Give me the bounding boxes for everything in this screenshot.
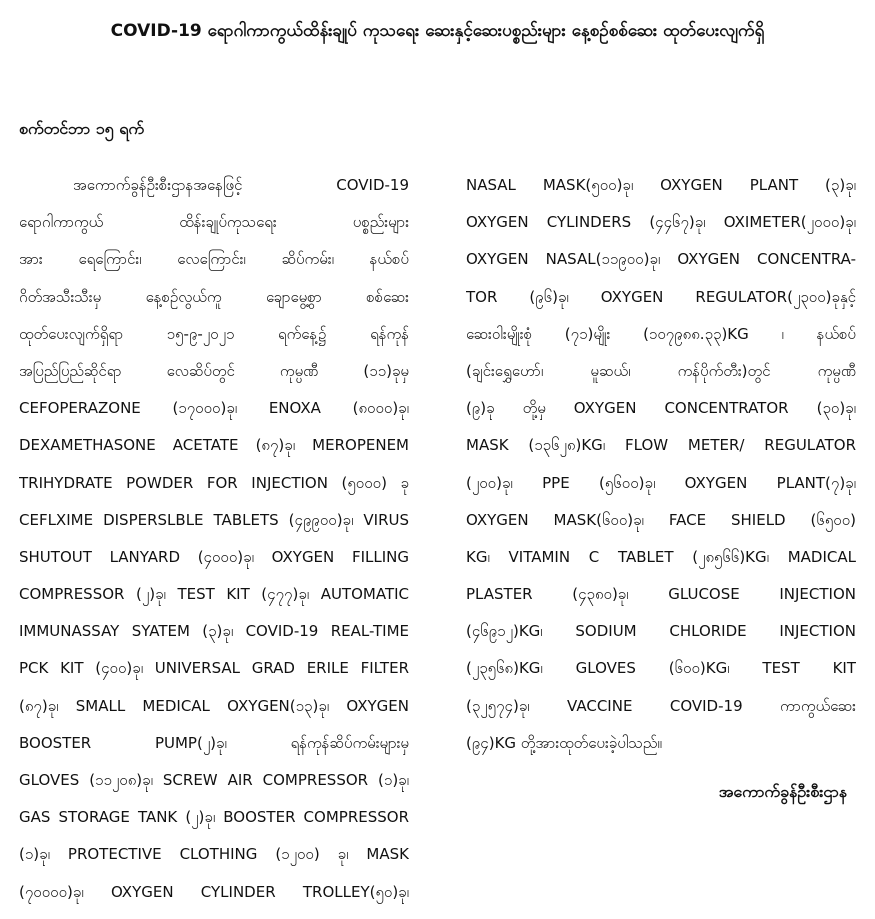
body-text-line: COMPRESSOR (၂)ခု၊ TEST KIT (၄၇၇)ခု၊ AUTOMATIC <box>19 585 409 604</box>
article-title: COVID-19 ရောဂါကာကွယ်ထိန်းချုပ် ကုသရေး ဆေးနှင့်ဆေးပစ္စည်းများ နေ့စဉ်စစ်ဆေး ထုတ်ပေးလျက်ရှိ <box>110 21 765 41</box>
body-text-line: (၉၄)KG တို့အားထုတ်ပေးခဲ့ပါသည်။ <box>466 733 662 752</box>
body-text-line: BOOSTER PUMP(၂)ခု၊ ရန်ကုန်ဆိပ်ကမ်းများမှ <box>19 733 409 752</box>
body-text-line: KG၊ VITAMIN C TABLET (၂၈၅၆၆)KG၊ MADICAL <box>466 547 856 566</box>
body-text-line: GAS STORAGE TANK (၂)ခု၊ BOOSTER COMPRESSOR <box>19 808 409 827</box>
body-text-line: NASAL MASK(၅၀၀)ခု၊ OXYGEN PLANT (၃)ခု၊ <box>466 176 856 194</box>
body-text-line: အကောက်ခွန်ဦးစီးဌာနအနေဖြင့် COVID-19 <box>73 176 409 194</box>
body-text-line: (၄၆၉၁၂)KG၊ SODIUM CHLORIDE INJECTION <box>466 622 856 641</box>
body-text-line: GLOVES (၁၁၂၀၈)ခု၊ SCREW AIR COMPRESSOR (၁)ခု၊ <box>19 771 409 789</box>
body-text-line: CEFLXIME DISPERSLBLE TABLETS (၄၉၉၀၀)ခု၊ VIRUS <box>19 510 409 529</box>
body-text-line: (၃၂၅၇၄)ခု၊ VACCINE COVID-19 ကာကွယ်ဆေး <box>466 696 856 715</box>
body-text-line: (၂၃၅၆၈)KG၊ GLOVES (၆၀၀)KG၊ TEST KIT <box>466 659 856 678</box>
body-text-line: (၁)ခု၊ PROTECTIVE CLOTHING (၁၂၀၀) ခု၊ MASK <box>19 845 409 864</box>
body-text-line: PCK KIT (၄၀၀)ခု၊ UNIVERSAL GRAD ERILE FILTER <box>19 659 409 678</box>
body-text-line: ထုတ်ပေးလျက်ရှိရာ ၁၅-၉-၂၀၂၁ ရက်နေ့၌ ရန်ကုန် <box>19 324 409 343</box>
body-text-line: (၉)ခု တို့မှ OXYGEN CONCENTRATOR (၃၀)ခု၊ <box>466 399 856 418</box>
body-text-line: PLASTER (၄၃၈၀)ခု၊ GLUCOSE INJECTION <box>466 585 856 604</box>
body-text-line: OXYGEN CYLINDERS (၄၄၆၇)ခု၊ OXIMETER(၂၀၀၀)ခု၊ <box>466 213 856 232</box>
body-text-line: DEXAMETHASONE ACETATE (၈၇)ခု၊ MEROPENEM <box>19 436 409 455</box>
body-text-line: OXYGEN NASAL(၁၁၉၀၀)ခု၊ OXYGEN CONCENTRA- <box>466 250 856 269</box>
body-text-line: (၂၀၀)ခု၊ PPE (၅၆၀၀)ခု၊ OXYGEN PLANT(၇)ခု၊ <box>466 473 856 492</box>
body-text-line: ရောဂါကာကွယ် ထိန်းချုပ်ကုသရေး ပစ္စည်းများ <box>19 213 409 232</box>
article-column-right <box>466 167 856 762</box>
body-text-line: OXYGEN MASK(၆၀၀)ခု၊ FACE SHIELD (၆၅၀၀) <box>466 510 856 529</box>
article-column-left <box>19 167 409 911</box>
article-signature: အကောက်ခွန်ဦးစီးဌာန <box>718 782 847 801</box>
body-text-line: TRIHYDRATE POWDER FOR INJECTION (၅၀၀၀) ခု <box>19 473 409 492</box>
body-text-line: CEFOPERAZONE (၁၇၀၀၀)ခု၊ ENOXA (၈၀၀၀)ခု၊ <box>19 399 409 418</box>
body-text-line: MASK (၁၃၆၂၈)KG၊ FLOW METER/ REGULATOR <box>466 436 856 455</box>
article-dateline: စက်တင်ဘာ ၁၅ ရက် <box>19 119 145 138</box>
body-text-line: အား ရေကြောင်း၊ လေကြောင်း၊ ဆိပ်ကမ်း၊ နယ်စပ် <box>19 250 409 269</box>
body-text-line: (၈၇)ခု၊ SMALL MEDICAL OXYGEN(၁၃)ခု၊ OXYGEN <box>19 696 409 715</box>
body-text-line: SHUTOUT LANYARD (၄၀၀၀)ခု၊ OXYGEN FILLING <box>19 547 409 566</box>
body-text-line: အပြည်ပြည်ဆိုင်ရာ လေဆိပ်တွင် ကုမ္ပဏီ (၁၁)ခုမှ <box>19 361 409 380</box>
body-text-line: ဆေးဝါးမျိုးစုံ (၇၁)မျိုး (၁၀၇၉၈၈.၃၃)KG ၊ နယ်စပ် <box>466 324 856 343</box>
body-text-line: (၇၀၀၀၀)ခု၊ OXYGEN CYLINDER TROLLEY(၅၀)ခု၊ <box>19 882 409 901</box>
body-text-line: (ချင်းရွှေဟော်၊ မူဆယ်၊ ကန်ပိုက်တီး)တွင် ကုမ္ပဏီ <box>466 361 856 380</box>
body-text-line: IMMUNASSAY SYATEM (၃)ခု၊ COVID-19 REAL-TIME <box>19 622 409 641</box>
body-text-line: ဂိတ်အသီးသီးမှ နေ့စဉ်လွယ်ကူ ချောမွေ့စွာ စစ်ဆေး <box>19 287 409 306</box>
body-text-line: TOR (၉၆)ခု၊ OXYGEN REGULATOR(၂၃၀၀)ခုနှင့် <box>466 287 856 306</box>
